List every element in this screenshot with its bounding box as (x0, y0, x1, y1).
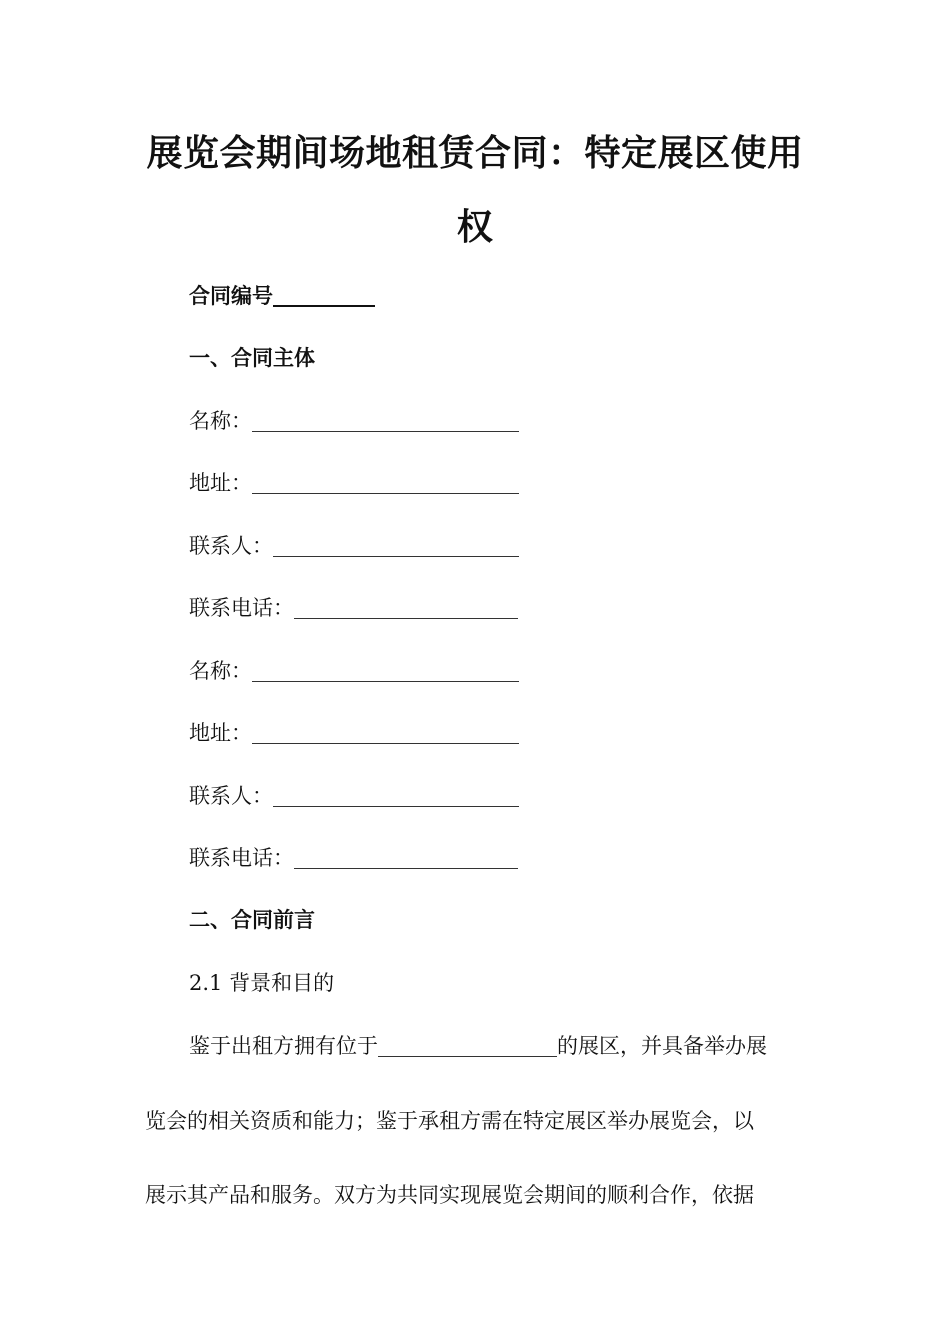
contract-number-label: 合同编号 (189, 284, 273, 308)
field-blank (294, 846, 518, 869)
party-a-contact-field (189, 531, 519, 561)
field-blank (252, 659, 519, 682)
document-title-line-2: 权 (456, 207, 494, 248)
paragraph-line-1 (189, 1031, 767, 1061)
field-label: 地址： (189, 721, 252, 745)
party-b-contact-field (189, 781, 519, 811)
field-label: 名称： (189, 659, 252, 683)
contract-number-row (189, 281, 375, 311)
document-title-line-1: 展览会期间场地租赁合同：特定展区使用 (146, 133, 804, 174)
field-label: 地址： (189, 471, 252, 495)
field-label: 名称： (189, 409, 252, 433)
section-1-heading: 一、合同主体 (189, 346, 315, 370)
party-b-address-field (189, 718, 519, 748)
location-blank (378, 1034, 557, 1057)
subsection-2-1-heading: 2.1 背景和目的 (189, 971, 335, 995)
party-a-phone-field (189, 593, 518, 623)
paragraph-text: 鉴于出租方拥有位于 (189, 1034, 378, 1058)
party-a-address-field (189, 468, 519, 498)
field-blank (273, 784, 519, 807)
field-blank (273, 534, 519, 557)
field-blank (252, 409, 519, 432)
field-label: 联系电话： (189, 596, 294, 620)
field-blank (252, 471, 519, 494)
field-blank (252, 721, 519, 744)
field-label: 联系人： (189, 784, 273, 808)
contract-number-blank (273, 283, 375, 307)
section-2-heading: 二、合同前言 (189, 908, 315, 932)
party-b-phone-field (189, 843, 518, 873)
party-a-name-field (189, 406, 519, 436)
party-b-name-field (189, 656, 519, 686)
field-label: 联系人： (189, 534, 273, 558)
paragraph-text: 的展区，并具备举办展 (557, 1034, 767, 1058)
paragraph-line-3: 展示其产品和服务。双方为共同实现展览会期间的顺利合作，依据 (145, 1183, 754, 1207)
paragraph-line-2: 览会的相关资质和能力；鉴于承租方需在特定展区举办展览会，以 (145, 1109, 754, 1133)
field-blank (294, 596, 518, 619)
field-label: 联系电话： (189, 846, 294, 870)
